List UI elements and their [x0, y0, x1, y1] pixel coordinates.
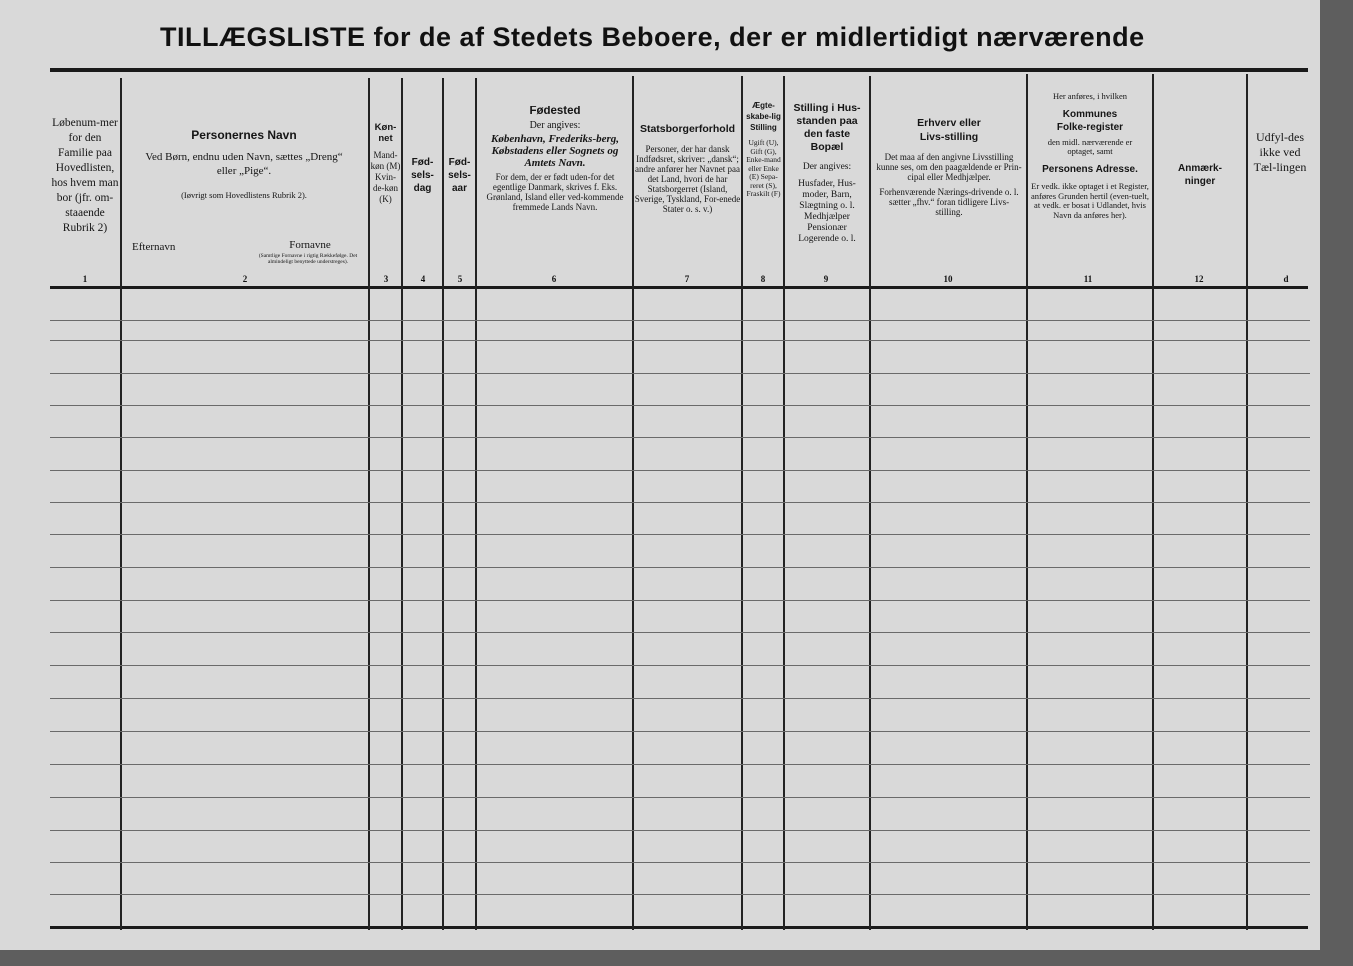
column-divider	[869, 76, 871, 930]
col6-header	[480, 106, 630, 212]
table-row-line	[50, 502, 1310, 503]
col3-text: Mand-køn (M) Kvin-de-køn (K)	[370, 150, 401, 204]
col7-heading: Statsborgerforhold	[639, 124, 736, 135]
col2-fornavne-note: (Samtlige Fornavne i rigtig Rækkefølge. Det almindeligt benyttede understreges).	[258, 253, 358, 265]
header-bottom-rule	[50, 286, 1308, 289]
table-row-line	[50, 373, 1310, 374]
col2-header	[124, 128, 364, 202]
table-row-line	[50, 534, 1310, 535]
col9-number: 9	[823, 274, 829, 284]
col4-heading: Fød-sels-dag	[411, 157, 434, 194]
column-divider	[442, 78, 444, 930]
col10-number: 10	[943, 274, 953, 284]
col7-number: 7	[684, 274, 690, 284]
col3-heading: Køn-net	[374, 122, 397, 144]
col4-number: 4	[420, 274, 426, 284]
col10-header	[876, 116, 1022, 217]
col7-header	[634, 124, 741, 214]
col11-header	[1030, 92, 1150, 220]
table-row-line	[50, 470, 1310, 471]
table-row-line	[50, 797, 1310, 798]
column-divider	[120, 78, 122, 930]
col8-text: Ugift (U), Gift (G), Enke-mand eller Enke (E) Sepa-reret (S), Fraskilt (F)	[746, 138, 781, 198]
form-title: TILLÆGSLISTE for de af Stedets Beboere, der er midlertidigt nærværende	[160, 22, 1145, 52]
col9-header	[787, 102, 867, 245]
col-d-header	[1252, 130, 1308, 175]
column-divider	[741, 76, 743, 930]
col2-note: (Iøvrigt som Hovedlistens Rubrik 2).	[181, 190, 307, 200]
column-divider	[368, 78, 370, 930]
col6-heading: Fødested	[529, 106, 581, 117]
col2-heading: Personernes Navn	[191, 128, 297, 142]
col10-text: Det maa af den angivne Livsstilling kunne ses, om den paagældende er Prin-cipal eller Medhjælper.	[876, 152, 1022, 182]
col5-header	[445, 156, 474, 195]
table-row-line	[50, 600, 1310, 601]
col12-number: 12	[1194, 274, 1204, 284]
table-row-line	[50, 764, 1310, 765]
col6-number: 6	[551, 274, 557, 284]
col2-efternavn: Efternavn	[132, 242, 176, 253]
table-row-line	[50, 437, 1310, 438]
column-divider	[475, 78, 477, 930]
col5-number: 5	[457, 274, 463, 284]
table-row-line	[50, 862, 1310, 863]
col11-heading: Kommunes Folke-register	[1056, 108, 1124, 133]
col9-sub: Der angives:	[802, 162, 852, 172]
table-row-line	[50, 405, 1310, 406]
col6-sub: Der angives:	[529, 120, 581, 131]
col10-text2: Forhenværende Nærings-drivende o. l. sætter „fhv.“ foran tidligere Livs-stilling.	[879, 187, 1019, 217]
col1-text: Løbenum-mer for den Familie paa Hovedlisten, hos hvem man bor (jfr. om-staaende Rubrik 2)	[51, 117, 119, 234]
col3-header	[370, 122, 401, 205]
col3-number: 3	[383, 274, 389, 284]
col-d-number: d	[1283, 274, 1289, 284]
column-divider	[783, 76, 785, 930]
col2-number: 2	[242, 274, 248, 284]
col12-header	[1160, 162, 1240, 188]
col11-sub: den midl. nærværende er optaget, samt	[1047, 136, 1133, 156]
col2-fornavne: Fornavne	[289, 240, 331, 251]
col1-number: 1	[82, 274, 88, 284]
col9-text: Husfader, Hus-moder, Barn, Slægtning o. l. Medhjælper Pensionær Logerende o. l.	[798, 179, 856, 244]
table-row-line	[50, 830, 1310, 831]
col7-text: Personer, der har dansk Indfødsret, skriver: „dansk“; andre anfører her Navnet paa det Land, hvori de har Statsborgerret (Island, Sverige, Tyskland, For-enede Stater o. s. v.)	[634, 144, 741, 214]
table-row-line	[50, 340, 1310, 341]
col11-top: Her anføres, i hvilken	[1052, 92, 1128, 101]
col4-header	[404, 156, 441, 195]
table-row-line	[50, 632, 1310, 633]
col6-text: For dem, der er født uden-for det egentlige Danmark, skrives f. Eks. Grønland, Island eller ved-kommende fremmede Lands Navn.	[486, 172, 624, 212]
table-row-line	[50, 731, 1310, 732]
table-row-line	[50, 698, 1310, 699]
col11-text: Er vedk. ikke optaget i et Register, anføres Grunden hertil (even-tuelt, at vedk. er bosat i Udlandet, hvis Navn da anføres her).	[1030, 181, 1149, 220]
col9-heading: Stilling i Hus-standen paa den faste Bopæl	[793, 102, 861, 153]
col11-heading2: Personens Adresse.	[1042, 163, 1138, 175]
bottom-rule	[50, 926, 1308, 929]
table-row-line	[50, 665, 1310, 666]
col6-italic: København, Frederiks-berg, Købstadens eller Sognets og Amtets Navn.	[490, 133, 620, 169]
col5-heading: Fød-sels-aar	[448, 157, 471, 194]
top-rule	[50, 68, 1308, 72]
table-row-line	[50, 567, 1310, 568]
col11-number: 11	[1083, 274, 1093, 284]
col1-header	[50, 116, 120, 236]
col2-sub: Ved Børn, endnu uden Navn, sættes „Dreng“ eller „Pige“.	[145, 151, 343, 177]
col8-heading: Ægte-skabe-lig Stilling	[746, 101, 781, 132]
col8-header	[744, 100, 783, 199]
col12-heading: Anmærk-ninger	[1178, 163, 1222, 187]
col10-heading: Erhverv eller Livs-stilling	[917, 117, 981, 143]
col-d-text: Udfyl-des ikke ved Tæl-lingen	[1253, 130, 1307, 174]
table-row-line	[50, 894, 1310, 895]
table-row-line	[50, 320, 1310, 321]
column-divider	[401, 78, 403, 930]
col8-number: 8	[760, 274, 766, 284]
